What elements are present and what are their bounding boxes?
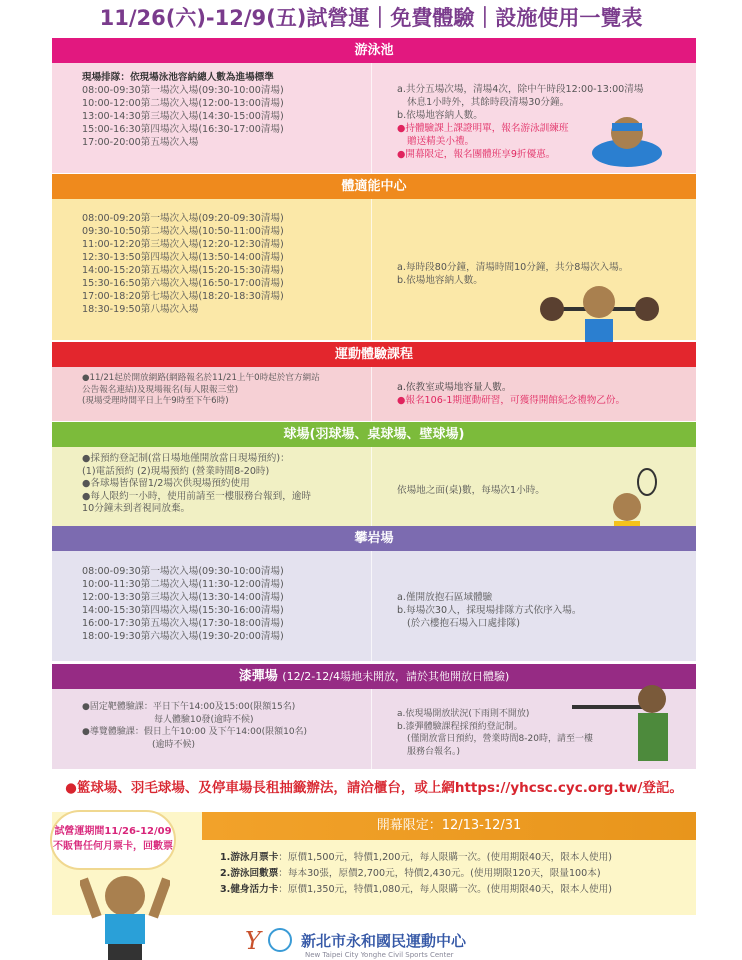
queue-rule: 現場排隊：依現場泳池容納總人數為進場標準: [82, 72, 274, 83]
text-line: 14:00-15:30第四場次入場(15:30-16:00清場): [82, 605, 284, 616]
promo-item-text: ：原價1,500元，特價1,200元，每人限購一次。(使用期限40天，限本人使用): [278, 852, 612, 863]
text-line: 贈送精美小禮。: [407, 136, 475, 147]
text-line: ●11/21起於開放網路(網路報名於11/21上午0時起於官方網站: [82, 373, 320, 383]
text-line: (1)電話預約 (2)現場預約 (營業時間8-20時): [82, 465, 270, 477]
text-line: 11:00-12:20第三場次入場(12:20-12:30清場): [82, 239, 284, 250]
section-header: 游泳池: [52, 38, 696, 63]
text-lines: [82, 453, 371, 516]
text-line: (逾時不候): [152, 739, 196, 750]
text-line: 18:30-19:50第八場次入場: [82, 304, 199, 315]
text-lines: [82, 565, 371, 643]
promo-item-text: ：每本30張，原價2,700元，特價2,430元。(使用期限120天，限量100本): [278, 868, 601, 879]
text-lines: [397, 591, 696, 630]
text-line: ●報名106-1期運動研習，可獲得開館紀念禮物乙份。: [397, 395, 626, 406]
section-title: 漆彈場: [238, 669, 278, 684]
text-line: 每人體驗10發(逾時不候): [154, 714, 254, 725]
text-line: 公告報名連結)及現場報名(每人限報三堂): [82, 384, 239, 395]
text-line: 08:00-09:20第一場次入場(09:20-09:30清場): [82, 213, 284, 224]
text-line: a.每時段80分鐘，清場時間10分鐘，共分8場次入場。: [397, 261, 629, 273]
promo-item: [220, 850, 696, 866]
text-line: ●每人限約一小時，使用前請至一樓服務台報到，逾時: [82, 490, 312, 502]
svg-text:Y: Y: [245, 927, 261, 955]
text-line: (僅開放當日預約，營業時間8-20時，請至一樓: [407, 734, 593, 744]
logo: [245, 925, 467, 959]
promo-item-text: ：原價1,350元，特價1,080元，每人限購一次。(使用期限40天，限本人使用): [278, 884, 612, 895]
text-line: 17:00-18:20第七場次入場(18:20-18:30清場): [82, 291, 284, 302]
cheering-bear-icon: [80, 868, 170, 960]
section-header-note: (12/2-12/4場地未開放，請於其他開放日體驗): [282, 670, 510, 683]
text-line: 10分鐘未到者視同放棄。: [82, 503, 191, 514]
text-line: 15:00-16:30第四場次入場(16:30-17:00清場): [82, 124, 284, 135]
lottery-note: ●籃球場、羽毛球場、及停車場長租抽籤辦法，請洽櫃台，或上網https://yhcsc.cyc.org.tw/登記。: [65, 780, 683, 796]
promo-item: [220, 866, 696, 882]
promo-item-name: 2.游泳回數票: [220, 868, 279, 879]
text-lines: [82, 212, 371, 316]
text-line: ●持體驗課上課證明單，報名游泳訓練班: [397, 123, 569, 134]
section-header: 體適能中心: [52, 174, 696, 199]
text-line: 12:00-13:30第三場次入場(13:30-14:00清場): [82, 592, 284, 603]
text-line: a.依教室或場地容量人數。: [397, 382, 512, 393]
promo-header: 開幕限定：12/13-12/31: [202, 812, 696, 840]
section-course: [52, 342, 696, 421]
text-line: 休息1小時外，其餘時段清場30分鐘。: [407, 97, 570, 108]
text-line: 08:00-09:30第一場次入場(09:30-10:00清場): [82, 566, 284, 577]
text-line: ●固定靶體驗課：平日下午14:00及15:00(限額15名): [82, 702, 296, 712]
text-line: 09:30-10:50第二場次入場(10:50-11:00清場): [82, 226, 284, 237]
text-line: 15:30-16:50第六場次入場(16:50-17:00清場): [82, 278, 284, 289]
text-line: b.依場地容納人數。: [397, 274, 483, 286]
section-fitness: [52, 174, 696, 340]
trial-notice-cloud: [50, 810, 176, 870]
text-line: 14:00-15:20第五場次入場(15:20-15:30清場): [82, 265, 284, 276]
section-court: [52, 422, 696, 526]
text-line: ●採預約登記制(當日場地僅開放當日現場預約)：: [82, 453, 290, 464]
text-line: a.共分五場次場，清場4次，除中午時段12:00-13:00清場: [397, 84, 644, 95]
text-line: ●開幕限定，報名團體班享9折優惠。: [397, 149, 556, 160]
promo-item: [220, 882, 696, 898]
text-lines: [397, 381, 696, 394]
swimming-bear-icon: [582, 113, 672, 173]
text-line: 08:00-09:30第一場次入場(09:30-10:00清場): [82, 85, 284, 96]
text-line: 16:00-17:30第五場次入場(17:30-18:00清場): [82, 618, 284, 629]
text-lines: [82, 84, 371, 149]
text-line: 10:00-12:00第二場次入場(12:00-13:00清場): [82, 98, 284, 109]
text-line: ●各球場皆保留1/2場次供現場預約使用: [82, 478, 250, 489]
text-line: (於六樓抱石場入口處排隊): [407, 617, 521, 629]
text-line: 依場地之面(桌)數，每場次1小時。: [397, 485, 545, 496]
poster-title: 11/26(六)-12/9(五)試營運｜免費體驗｜設施使用一覽表: [99, 6, 643, 30]
text-line: a.依現場開放狀況(下雨則不開放): [397, 709, 530, 719]
paintball-bear-icon: [572, 677, 672, 767]
section-swim: [52, 38, 696, 173]
center-name-en: New Taipei City Yonghe Civil Sports Center: [305, 951, 454, 959]
text-line: a.僅開放抱石區域體驗: [397, 591, 493, 603]
text-line: 服務台報名。): [407, 746, 461, 757]
text-line: 12:30-13:50第四場次入場(13:50-14:00清場): [82, 252, 284, 263]
cloud-line: 不販售任何月票卡，回數票: [53, 841, 173, 852]
text-line: (現場受理時間平日上午9時至下午6時): [82, 396, 229, 406]
text-line: b.依場地容納人數。: [397, 110, 483, 121]
section-climb: [52, 526, 696, 661]
text-lines: [82, 701, 371, 751]
text-line: 10:00-11:30第二場次入場(11:30-12:00清場): [82, 579, 284, 590]
text-line: b.漆彈體驗課程採預約登記制。: [397, 721, 523, 732]
section-header: 球場(羽球場、桌球場、壁球場): [52, 422, 696, 447]
cloud-line: 試營運期間11/26-12/09: [54, 826, 172, 837]
text-line: 18:00-19:30第六場次入場(19:30-20:00清場): [82, 631, 284, 642]
text-lines: [397, 394, 696, 407]
promo-item-name: 3.健身活力卡: [220, 884, 279, 895]
section-header: 攀岩場: [52, 526, 696, 551]
yonghe-logo-icon: [245, 925, 295, 955]
text-line: b.每場次30人，採現場排隊方式依序入場。: [397, 604, 582, 616]
text-line: 17:00-20:00第五場次入場: [82, 137, 199, 148]
center-name: 新北市永和國民運動中心: [301, 931, 467, 950]
section-paintball: [52, 664, 696, 769]
text-line: ●導覽體驗課：假日上午10:00 及下午14:00(限額10名): [82, 727, 308, 737]
text-line: 13:00-14:30第三場次入場(14:30-15:00清場): [82, 111, 284, 122]
text-lines: [82, 373, 371, 408]
section-header: 運動體驗課程: [52, 342, 696, 367]
promo-item-name: 1.游泳月票卡: [220, 852, 279, 863]
